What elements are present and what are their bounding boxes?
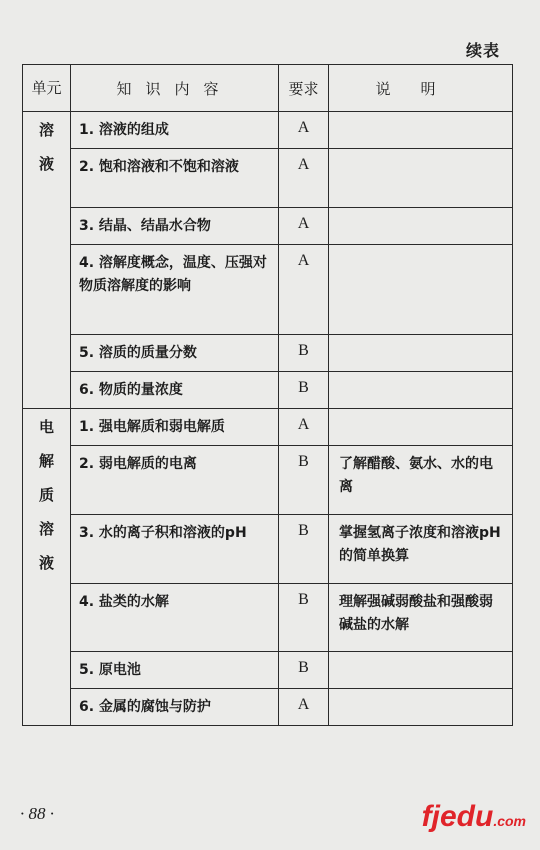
header-note: 说明	[329, 65, 513, 112]
note-cell	[329, 372, 513, 409]
table-row	[23, 372, 513, 409]
requirement-cell: B	[279, 446, 329, 515]
content-cell: 1. 溶液的组成	[71, 112, 279, 149]
note-cell	[329, 335, 513, 372]
content-cell: 5. 溶质的质量分数	[71, 335, 279, 372]
note-cell	[329, 112, 513, 149]
requirement-cell: A	[279, 409, 329, 446]
content-cell: 2. 饱和溶液和不饱和溶液	[71, 149, 279, 208]
table-row	[23, 149, 513, 208]
content-cell: 4. 溶解度概念，温度、压强对物质溶解度的影响	[71, 245, 279, 335]
content-cell: 5. 原电池	[71, 652, 279, 689]
header-unit: 单元	[23, 65, 71, 112]
header-requirement: 要求	[279, 65, 329, 112]
content-cell: 1. 强电解质和弱电解质	[71, 409, 279, 446]
requirement-cell: B	[279, 515, 329, 584]
note-cell: 理解强碱弱酸盐和强酸弱碱盐的水解	[329, 584, 513, 652]
table-row	[23, 446, 513, 515]
unit-cell-solution	[23, 112, 71, 409]
table-row	[23, 652, 513, 689]
requirement-cell: A	[279, 689, 329, 726]
note-cell: 了解醋酸、氨水、水的电离	[329, 446, 513, 515]
requirement-cell: A	[279, 208, 329, 245]
note-cell: 掌握氢离子浓度和溶液pH的简单换算	[329, 515, 513, 584]
content-cell: 6. 金属的腐蚀与防护	[71, 689, 279, 726]
header-content: 知识内容	[71, 65, 279, 112]
table-row	[23, 335, 513, 372]
watermark-main: fjedu	[421, 800, 494, 833]
requirement-cell: A	[279, 245, 329, 335]
requirement-cell: B	[279, 335, 329, 372]
table-row	[23, 112, 513, 149]
note-cell	[329, 409, 513, 446]
unit-cell-electrolyte	[23, 409, 71, 726]
content-cell: 3. 结晶、结晶水合物	[71, 208, 279, 245]
note-cell	[329, 149, 513, 208]
requirement-cell: A	[279, 149, 329, 208]
table-row	[23, 584, 513, 652]
continued-table-label: 续表	[465, 41, 500, 60]
table-row	[23, 409, 513, 446]
content-cell: 3. 水的离子积和溶液的pH	[71, 515, 279, 584]
requirement-cell: B	[279, 372, 329, 409]
note-cell	[329, 245, 513, 335]
unit-label: 溶液	[39, 121, 55, 173]
requirement-cell: B	[279, 652, 329, 689]
content-cell: 2. 弱电解质的电离	[71, 446, 279, 515]
note-cell	[329, 689, 513, 726]
requirement-cell: A	[279, 112, 329, 149]
site-watermark-logo	[422, 800, 526, 834]
note-cell	[329, 652, 513, 689]
table-row	[23, 515, 513, 584]
content-cell: 6. 物质的量浓度	[71, 372, 279, 409]
table-row	[23, 689, 513, 726]
unit-label: 电解质溶液	[39, 418, 55, 572]
page-number: · 88 ·	[20, 804, 54, 823]
requirement-cell: B	[279, 584, 329, 652]
note-cell	[329, 208, 513, 245]
watermark-suffix: .com	[493, 813, 526, 829]
table-header-row	[23, 65, 513, 112]
table-row	[23, 245, 513, 335]
content-cell: 4. 盐类的水解	[71, 584, 279, 652]
table-row	[23, 208, 513, 245]
knowledge-table	[22, 64, 513, 726]
